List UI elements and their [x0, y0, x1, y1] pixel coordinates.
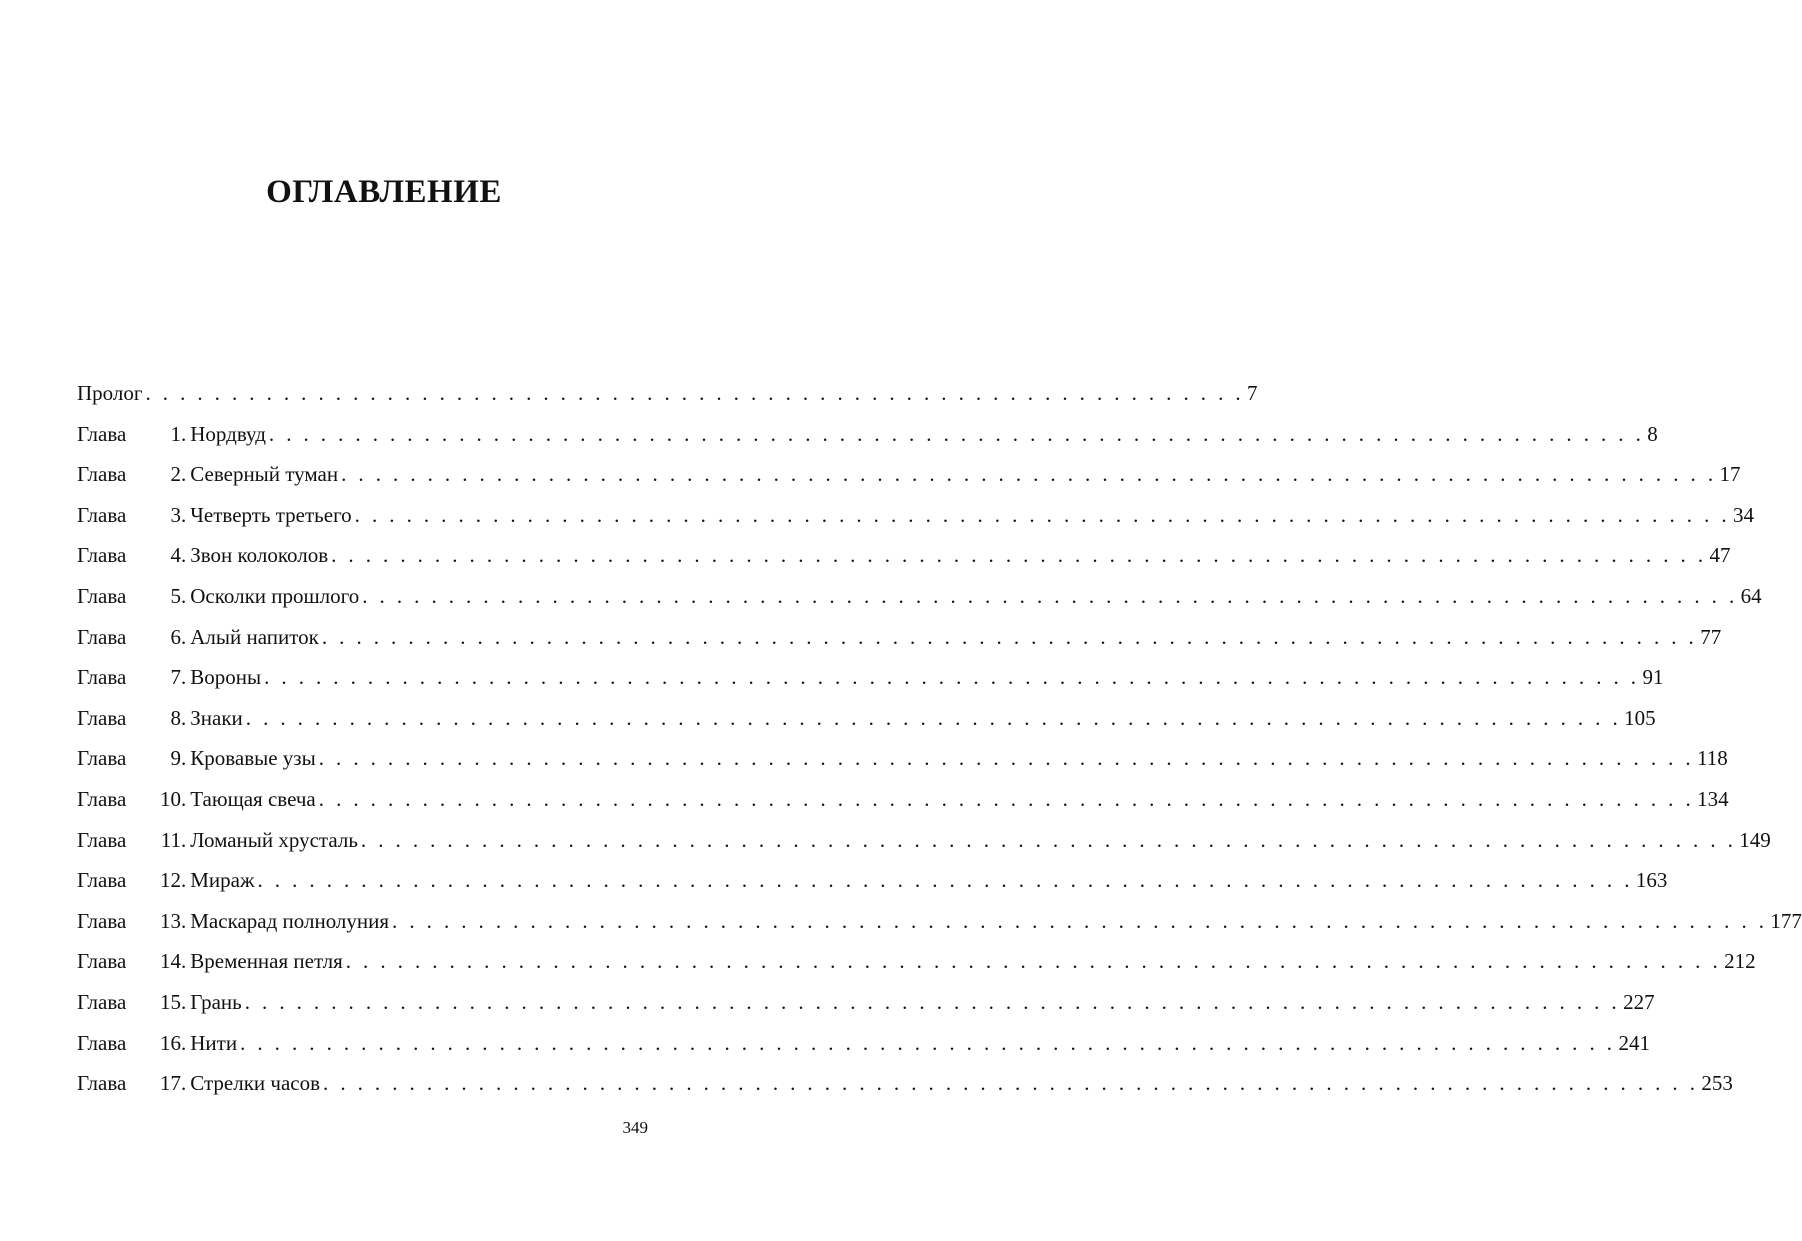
toc-entry-chapter: [77, 779, 1729, 820]
toc-entry-title: Знаки: [190, 705, 243, 730]
chapter-number-period: .: [181, 421, 187, 446]
chapter-number-period: .: [181, 827, 187, 852]
toc-entry-chapter: [77, 535, 1731, 576]
chapter-number-period: .: [181, 705, 187, 730]
toc-entry-title: Пролог: [77, 381, 143, 405]
toc-entry-page: 134: [1697, 786, 1729, 811]
chapter-number-period: .: [181, 583, 187, 608]
toc-entry-page: 227: [1623, 989, 1655, 1014]
toc-entry-title: Тающая свеча: [190, 786, 316, 811]
chapter-label: Глава: [77, 624, 127, 649]
dot-leader: . . . . . . . . . . . . . . . . . . . . . . . . . . . . . . . . . . . . . . . . . . . . . . . . . . . . . . . . . . . . . . . . . . . . . . . . . . . . . . . .: [331, 543, 1707, 568]
dot-leader: . . . . . . . . . . . . . . . . . . . . . . . . . . . . . . . . . . . . . . . . . . . . . . . . . . . . . . . . . . . . . . . . . . . . . . . . . . . . . . . .: [323, 1071, 1699, 1096]
chapter-number: 14: [160, 949, 181, 974]
chapter-number-period: .: [181, 665, 187, 690]
dot-leader: . . . . . . . . . . . . . . . . . . . . . . . . . . . . . . . . . . . . . . . . . . . . . . . . . . . . . . . . . . . . . . . . . . . . . . . . . . . . . . . .: [264, 665, 1640, 690]
toc-entry-page: 118: [1697, 746, 1728, 771]
chapter-number: 10: [160, 786, 181, 811]
chapter-number-period: .: [181, 908, 187, 933]
chapter-label: Глава: [77, 462, 127, 487]
toc-entry-chapter: [77, 738, 1728, 779]
toc-entry-title: Ломаный хрусталь: [190, 827, 358, 852]
chapter-label: Глава: [77, 421, 127, 446]
dot-leader: . . . . . . . . . . . . . . . . . . . . . . . . . . . . . . . . . . . . . . . . . . . . . . . . . . . . . . . . . . . . . . . . . . . . . . . . . . . . . . . .: [318, 786, 1695, 811]
dot-leader: . . . . . . . . . . . . . . . . . . . . . . . . . . . . . . . . . . . . . . . . . . . . . . . . . . . . . . . . . . . . . . . . . . . . . . . . . . . . . . . .: [240, 1030, 1616, 1055]
chapter-number: 16: [160, 1030, 181, 1055]
chapter-number-period: .: [181, 1071, 187, 1096]
chapter-number: 13: [160, 908, 181, 933]
toc-entry-chapter: [77, 454, 1741, 495]
chapter-label: Глава: [77, 543, 127, 568]
toc-entry-chapter: [77, 820, 1771, 861]
toc-entry-title: Алый напиток: [190, 624, 319, 649]
chapter-label: Глава: [77, 502, 127, 527]
toc-entry-chapter: [77, 901, 1802, 942]
chapter-number: 4: [170, 543, 181, 568]
chapter-label: Глава: [77, 583, 127, 608]
toc-entry-title: Кровавые узы: [190, 746, 316, 771]
chapter-number-period: .: [181, 989, 187, 1014]
toc-entry-chapter: [77, 617, 1722, 658]
dot-leader: . . . . . . . . . . . . . . . . . . . . . . . . . . . . . . . . . . . . . . . . . . . . . . . . . . . . . . . . . . . . . . . .: [145, 381, 1245, 405]
toc-entry-title: Нордвуд: [190, 421, 266, 446]
toc-entry-title: Маскарад полнолуния: [190, 908, 390, 933]
page-number: 349: [622, 1118, 648, 1137]
toc-entry-page: 17: [1719, 462, 1741, 487]
chapter-number: 17: [160, 1071, 181, 1096]
toc-entry-title: Осколки прошлого: [190, 583, 360, 608]
toc-entry-page: 34: [1733, 502, 1755, 527]
toc-entry-title: Временная петля: [190, 949, 343, 974]
chapter-label: Глава: [77, 705, 127, 730]
toc-entry-chapter: [77, 860, 1668, 901]
toc-entry-page: 7: [1247, 381, 1258, 405]
chapter-label: Глава: [77, 989, 127, 1014]
toc-entry-title: Нити: [190, 1030, 238, 1055]
chapter-label: Глава: [77, 1071, 127, 1096]
chapter-label: Глава: [77, 868, 127, 893]
chapter-label: Глава: [77, 746, 127, 771]
toc-entry-page: 163: [1635, 868, 1668, 893]
toc-entry-title: Северный туман: [190, 462, 339, 487]
toc-entry-title: Звон колоколов: [190, 543, 329, 568]
chapter-label: Глава: [77, 949, 127, 974]
chapter-label: Глава: [77, 786, 127, 811]
page-title: ОГЛАВЛЕНИЕ: [266, 174, 502, 210]
chapter-number: 9: [170, 746, 181, 771]
dot-leader: . . . . . . . . . . . . . . . . . . . . . . . . . . . . . . . . . . . . . . . . . . . . . . . . . . . . . . . . . . . . . . . . . . . . . . . . . . . . . . . .: [318, 746, 1695, 771]
toc-entry-chapter: [77, 1063, 1733, 1104]
chapter-number-period: .: [181, 624, 187, 649]
chapter-number: 1: [170, 421, 181, 446]
chapter-number: 3: [170, 502, 181, 527]
chapter-number: 2: [170, 462, 181, 487]
chapter-number-period: .: [181, 746, 187, 771]
dot-leader: . . . . . . . . . . . . . . . . . . . . . . . . . . . . . . . . . . . . . . . . . . . . . . . . . . . . . . . . . . . . . . . . . . . . . . . . . . . . . . . .: [257, 868, 1633, 893]
toc-entry-title: Стрелки часов: [190, 1071, 321, 1096]
chapter-label: Глава: [77, 908, 127, 933]
dot-leader: . . . . . . . . . . . . . . . . . . . . . . . . . . . . . . . . . . . . . . . . . . . . . . . . . . . . . . . . . . . . . . . . . . . . . . . . . . . . . . . .: [354, 502, 1731, 527]
chapter-number: 7: [170, 665, 181, 690]
dot-leader: . . . . . . . . . . . . . . . . . . . . . . . . . . . . . . . . . . . . . . . . . . . . . . . . . . . . . . . . . . . . . . . . . . . . . . . . . . . . . . . .: [362, 583, 1738, 608]
toc-entry-chapter: [77, 495, 1755, 536]
toc-entry-page: 149: [1739, 827, 1771, 852]
toc-entry-page: 47: [1709, 543, 1731, 568]
chapter-label: Глава: [77, 1030, 127, 1055]
toc-entry-chapter: [77, 1023, 1650, 1064]
chapter-number: 11: [160, 827, 181, 852]
dot-leader: . . . . . . . . . . . . . . . . . . . . . . . . . . . . . . . . . . . . . . . . . . . . . . . . . . . . . . . . . . . . . . . . . . . . . . . . . . . . . . . .: [345, 949, 1722, 974]
table-of-contents: [77, 373, 1802, 1104]
chapter-number: 12: [160, 868, 181, 893]
toc-entry-page: 64: [1740, 583, 1762, 608]
chapter-number-period: .: [181, 868, 187, 893]
chapter-label: Глава: [77, 827, 127, 852]
toc-entry-chapter: [77, 657, 1664, 698]
toc-entry-chapter: [77, 576, 1762, 617]
dot-leader: . . . . . . . . . . . . . . . . . . . . . . . . . . . . . . . . . . . . . . . . . . . . . . . . . . . . . . . . . . . . . . . . . . . . . . . . . . . . . . . .: [341, 462, 1717, 487]
toc-entry-title: Четверть третьего: [190, 502, 352, 527]
toc-entry-page: 105: [1624, 705, 1656, 730]
toc-entry-title: Грань: [190, 989, 242, 1014]
chapter-number-period: .: [181, 543, 187, 568]
toc-entry-page: 177: [1770, 908, 1802, 933]
toc-entry-page: 241: [1618, 1030, 1650, 1055]
dot-leader: . . . . . . . . . . . . . . . . . . . . . . . . . . . . . . . . . . . . . . . . . . . . . . . . . . . . . . . . . . . . . . . . . . . . . . . . . . . . . . . .: [321, 624, 1698, 649]
toc-entry-chapter: [77, 414, 1658, 455]
chapter-number-period: .: [181, 786, 187, 811]
toc-entry-chapter: [77, 698, 1656, 739]
chapter-number: 5: [170, 583, 181, 608]
dot-leader: . . . . . . . . . . . . . . . . . . . . . . . . . . . . . . . . . . . . . . . . . . . . . . . . . . . . . . . . . . . . . . . . . . . . . . . . . . . . . . . .: [245, 705, 1622, 730]
chapter-number: 8: [170, 705, 181, 730]
toc-entry-chapter: [77, 941, 1756, 982]
chapter-number: 15: [160, 989, 181, 1014]
chapter-number-period: .: [181, 949, 187, 974]
toc-entry-title: Вороны: [190, 665, 262, 690]
toc-entry-chapter: [77, 982, 1655, 1023]
toc-entry-page: 91: [1642, 665, 1664, 690]
chapter-number-period: .: [181, 502, 187, 527]
dot-leader: . . . . . . . . . . . . . . . . . . . . . . . . . . . . . . . . . . . . . . . . . . . . . . . . . . . . . . . . . . . . . . . . . . . . . . . . . . . . . . . .: [360, 827, 1737, 852]
toc-entry-page: 253: [1701, 1071, 1733, 1096]
toc-entry-page: 8: [1647, 421, 1658, 446]
chapter-number-period: .: [181, 462, 187, 487]
chapter-number-period: .: [181, 1030, 187, 1055]
toc-entry-page: 212: [1724, 949, 1756, 974]
toc-entry-title: Мираж: [190, 868, 255, 893]
dot-leader: . . . . . . . . . . . . . . . . . . . . . . . . . . . . . . . . . . . . . . . . . . . . . . . . . . . . . . . . . . . . . . . . . . . . . . . . . . . . . . . .: [392, 908, 1768, 933]
chapter-number: 6: [170, 624, 181, 649]
dot-leader: . . . . . . . . . . . . . . . . . . . . . . . . . . . . . . . . . . . . . . . . . . . . . . . . . . . . . . . . . . . . . . . . . . . . . . . . . . . . . . . .: [268, 421, 1645, 446]
toc-entry-page: 77: [1700, 624, 1722, 649]
dot-leader: . . . . . . . . . . . . . . . . . . . . . . . . . . . . . . . . . . . . . . . . . . . . . . . . . . . . . . . . . . . . . . . . . . . . . . . . . . . . . . . .: [244, 989, 1621, 1014]
toc-entry-prologue: [77, 373, 1258, 414]
chapter-label: Глава: [77, 665, 127, 690]
